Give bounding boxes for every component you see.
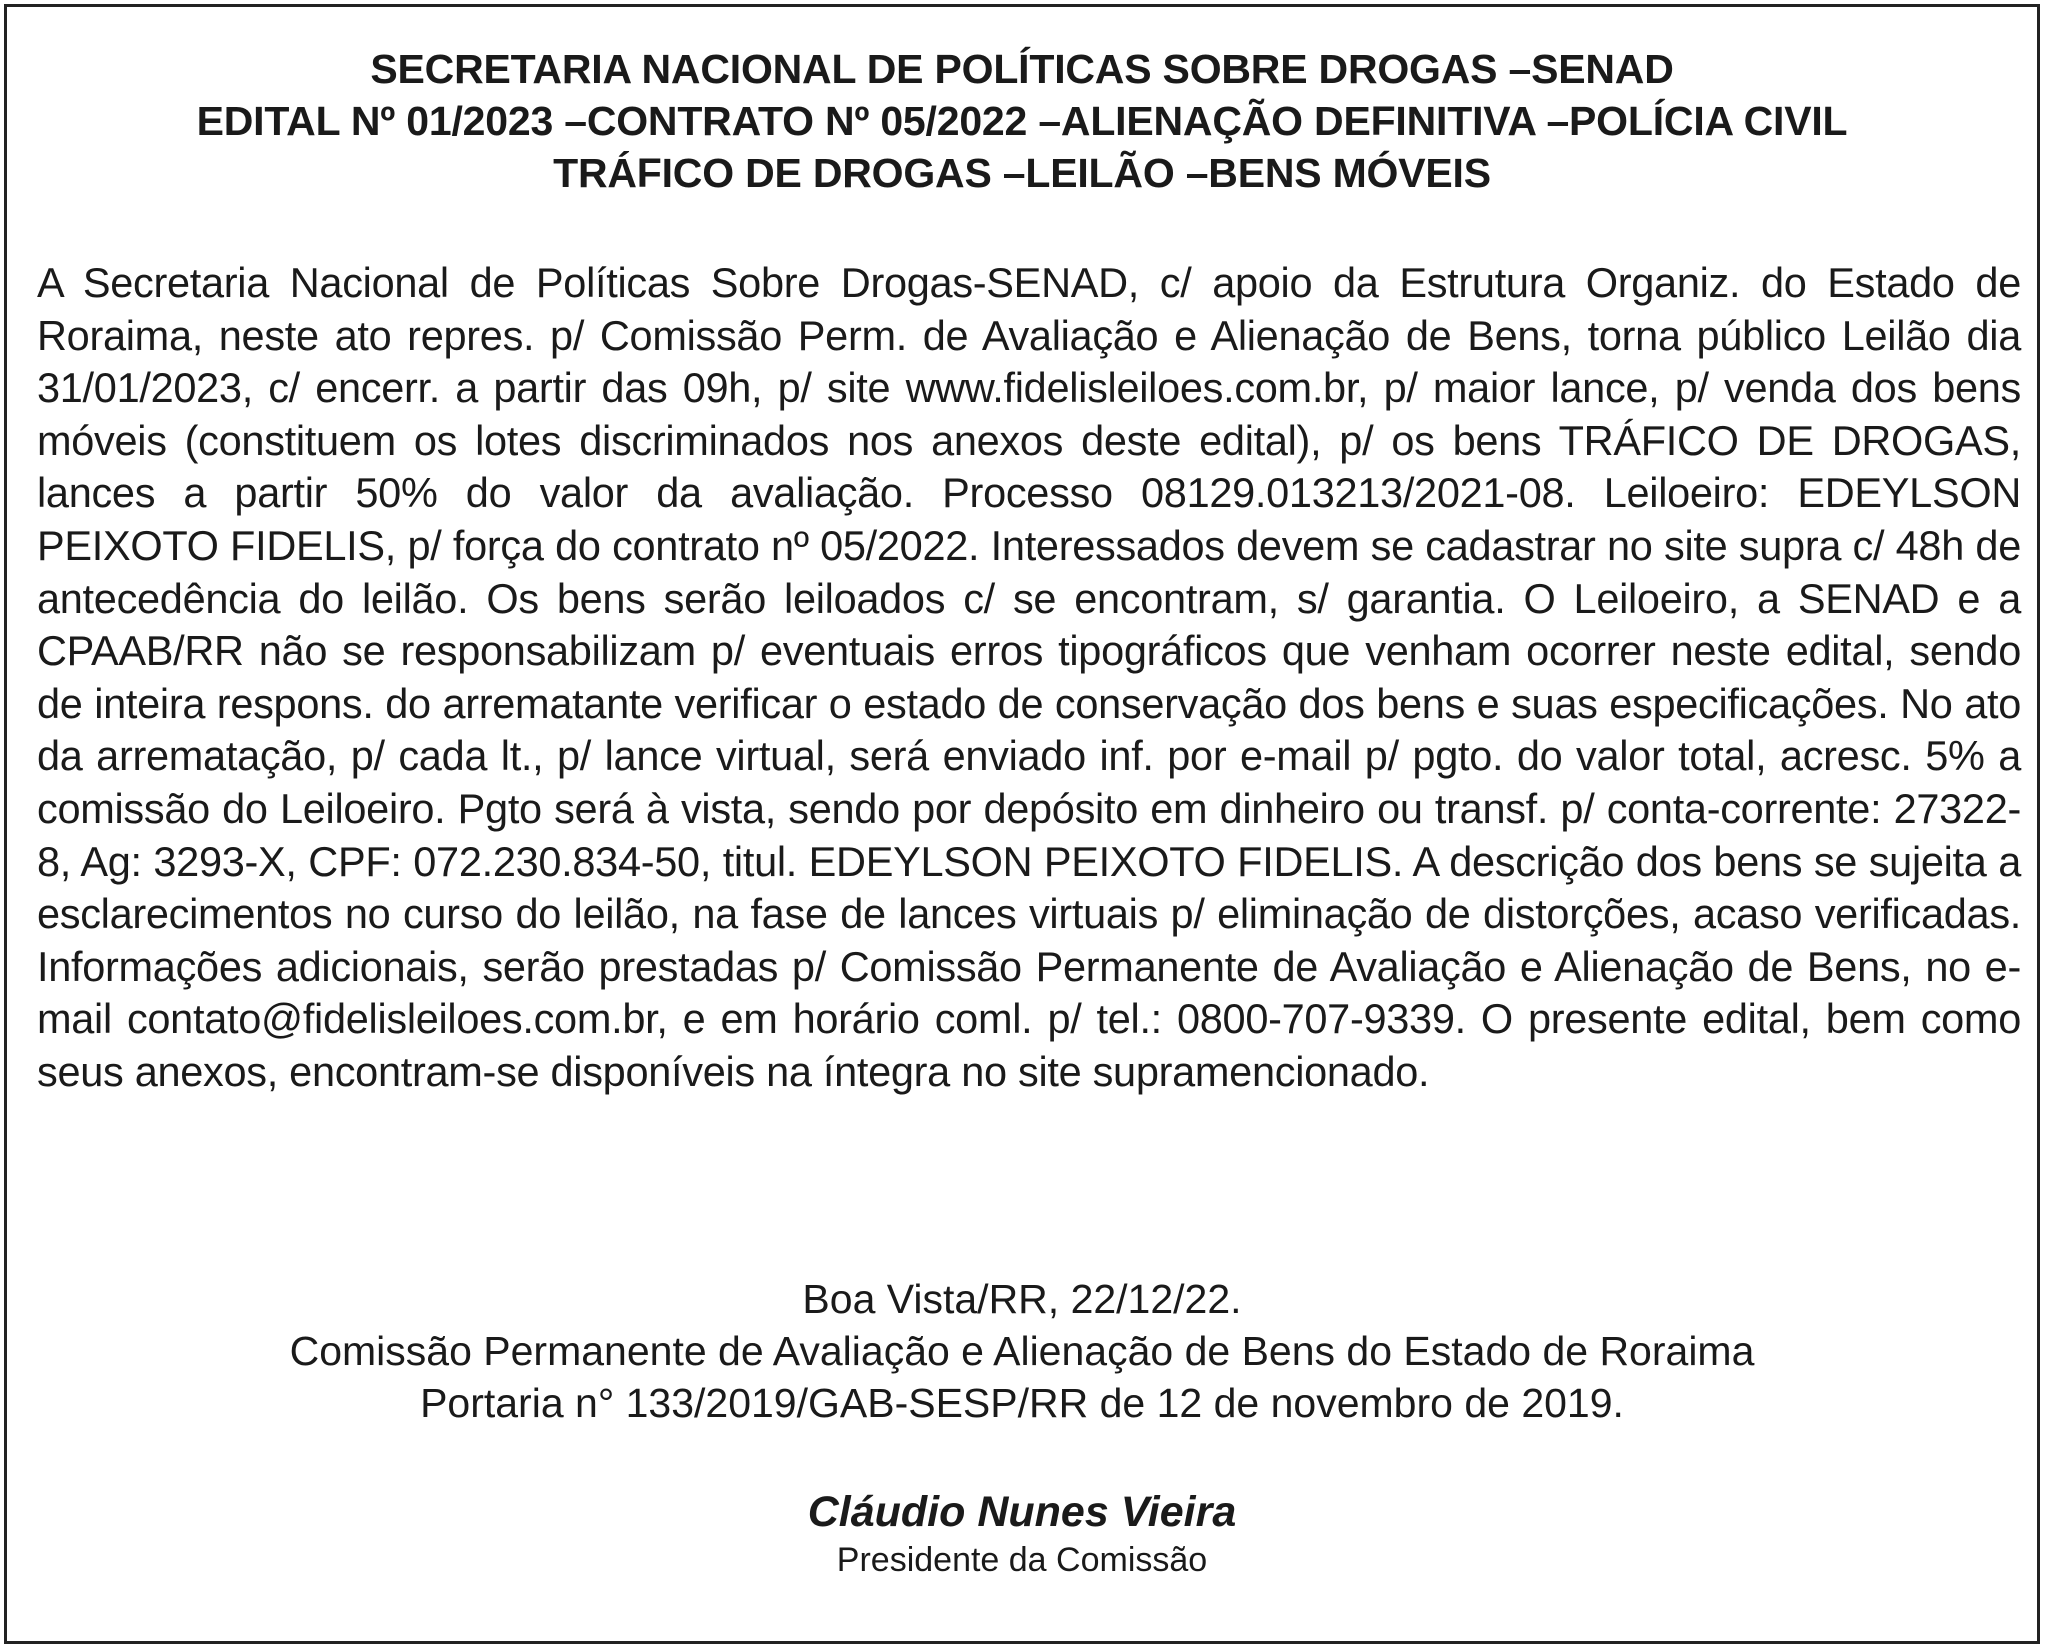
signature-name: Cláudio Nunes Vieira: [807, 1488, 1237, 1536]
notice-header: [7, 43, 2037, 199]
header-title-line-1: SECRETARIA NACIONAL DE POLÍTICAS SOBRE DROGAS –SENAD: [370, 46, 1674, 92]
footer-ordinance: Portaria n° 133/2019/GAB-SESP/RR de 12 de novembro de 2019.: [420, 1380, 1624, 1426]
header-title-line-3: TRÁFICO DE DROGAS –LEILÃO –BENS MÓVEIS: [553, 150, 1491, 196]
signature-block: [7, 1485, 2037, 1581]
signature-role: Presidente da Comissão: [836, 1541, 1208, 1579]
footer-place-date: Boa Vista/RR, 22/12/22.: [802, 1276, 1242, 1322]
footer-commission: Comissão Permanente de Avaliação e Alienação de Bens do Estado de Roraima: [289, 1328, 1755, 1374]
header-title-line-2: EDITAL Nº 01/2023 –CONTRATO Nº 05/2022 –ALIENAÇÃO DEFINITIVA –POLÍCIA CIVIL: [196, 98, 1848, 144]
notice-frame: [4, 4, 2040, 1644]
notice-footer: [7, 1273, 2037, 1429]
notice-body-paragraph: A Secretaria Nacional de Políticas Sobre Drogas-SENAD, c/ apoio da Estrutura Organiz. do Estado de Roraima, neste ato repres. p/ Comissão Perm. de Avaliação e Alienação de Bens, torna público Leilão dia 31/01/2023, c/ encerr. a partir das 09h, p/ site www.fidelisleiloes.com.br, p/ maior lance, p/ venda dos bens móveis (constituem os lotes discriminados nos anexos deste edital), p/ os bens TRÁFICO DE DROGAS, lances a partir 50% do valor da avaliação. Processo 08129.013213/2021-08. Leiloeiro: EDEYLSON PEIXOTO FIDELIS, p/ força do contrato nº 05/2022. Interessados devem se cadastrar no site supra c/ 48h de antecedência do leilão. Os bens serão leiloados c/ se encontram, s/ garantia. O Leiloeiro, a SENAD e a CPAAB/RR não se responsabilizam p/ eventuais erros tipográficos que venham ocorrer neste edital, sendo de inteira respons. do arrematante verificar o estado de conservação dos bens e suas especificações. No ato da arrematação, p/ cada lt., p/ lance virtual, será enviado inf. por e-mail p/ pgto. do valor total, acresc. 5% a comissão do Leiloeiro. Pgto será à vista, sendo por depósito em dinheiro ou transf. p/ conta-corrente: 27322-8, Ag: 3293-X, CPF: 072.230.834-50, titul. EDEYLSON PEIXOTO FIDELIS. A descrição dos bens se sujeita a esclarecimentos no curso do leilão, na fase de lances virtuais p/ eliminação de distorções, acaso verificadas. Informações adicionais, serão prestadas p/ Comissão Permanente de Avaliação e Alienação de Bens, no e-mail contato@fidelisleiloes.com.br, e em horário coml. p/ tel.: 0800-707-9339. O presente edital, bem como seus anexos, encontram-se disponíveis na íntegra no site supramencionado.: [37, 259, 2021, 1095]
